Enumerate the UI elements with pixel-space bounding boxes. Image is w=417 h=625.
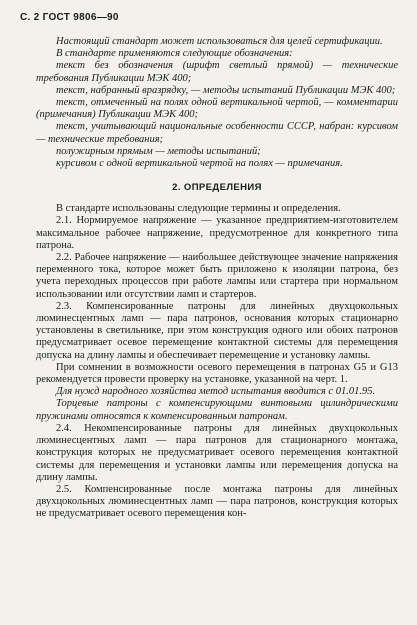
section-title: 2. ОПРЕДЕЛЕНИЯ bbox=[172, 182, 262, 194]
definition-paragraph: 2.1. Нормируемое напряжение — указанное предприятием-изготовителем максимальное рабочее напряжение, предусмотренное для конкретного типа патрона. bbox=[36, 215, 398, 251]
intro-paragraph: полужирным прямым — методы испытаний; bbox=[56, 145, 261, 157]
definition-paragraph: 2.4. Некомпенсированные патроны для линейных двухцокольных люминесцентных ламп — пара патронов для стационарного монтажа, конструкция которых не предусматривает осевого перемещения контактной системы для перемещения и установки лампы или перемещения допуска на длину лампы. bbox=[36, 422, 398, 483]
definition-paragraph: Торцевые патроны с компенсирующими винтовыми цилиндрическими пружинами относятся к компенсированным патронам. bbox=[36, 398, 398, 422]
definition-paragraph: 2.3. Компенсированные патроны для линейных двухцокольных люминесцентных ламп — пара патронов, основания которых стационарно установлены в светильнике, при этом конструкция одного или обоих патронов предусматривает осевое перемещение контактной системы для перемещения допуска на длину лампы и обеспечивает перемещение и установку лампы. bbox=[36, 300, 398, 361]
intro-block bbox=[36, 36, 398, 170]
intro-paragraph: текст без обозначения (шрифт светлый прямой) — технические требования Публикации МЭК 400; bbox=[36, 60, 398, 84]
intro-paragraph: курсивом с одной вертикальной чертой на полях — примечания. bbox=[56, 158, 343, 170]
definition-paragraph: В стандарте использованы следующие термины и определения. bbox=[56, 203, 341, 215]
intro-paragraph: текст, набранный вразрядку, — методы испытаний Публикации МЭК 400; bbox=[56, 84, 396, 96]
definitions-block bbox=[36, 203, 398, 520]
intro-paragraph: текст, отмеченный на полях одной вертикальной чертой, — комментарии (примечания) Публикации МЭК 400; bbox=[36, 97, 398, 121]
definition-paragraph: 2.2. Рабочее напряжение — наибольшее действующее значение напряжения переменного тока, которое может быть приложено к изоляции патрона, без учета переходных процессов при работе лампы или стартера при нормальном использовании или отсутствии ламп и стартеров. bbox=[36, 252, 398, 300]
definition-paragraph: 2.5. Компенсированные после монтажа патроны для линейных двухцокольных люминесцентных ламп — пара патронов, конструкция которых не предусматривает осевого перемещения кон- bbox=[36, 483, 398, 520]
definition-paragraph: Для нужд народного хозяйства метод испытания вводится с 01.01.95. bbox=[56, 386, 376, 398]
intro-paragraph: Настоящий стандарт может использоваться для целей сертификации. bbox=[56, 36, 383, 47]
page-header: С. 2 ГОСТ 9806—90 bbox=[20, 12, 119, 23]
page-content bbox=[36, 36, 398, 521]
definition-paragraph: При сомнении в возможности осевого перемещения в патронах G5 и G13 рекомендуется провести проверку на установке, указанной на черт. 1. bbox=[36, 361, 398, 386]
intro-paragraph: текст, учитывающий национальные особенности СССР, набран: курсивом — технические требования; bbox=[36, 121, 398, 145]
intro-paragraph: В стандарте применяются следующие обозначения: bbox=[56, 48, 293, 60]
